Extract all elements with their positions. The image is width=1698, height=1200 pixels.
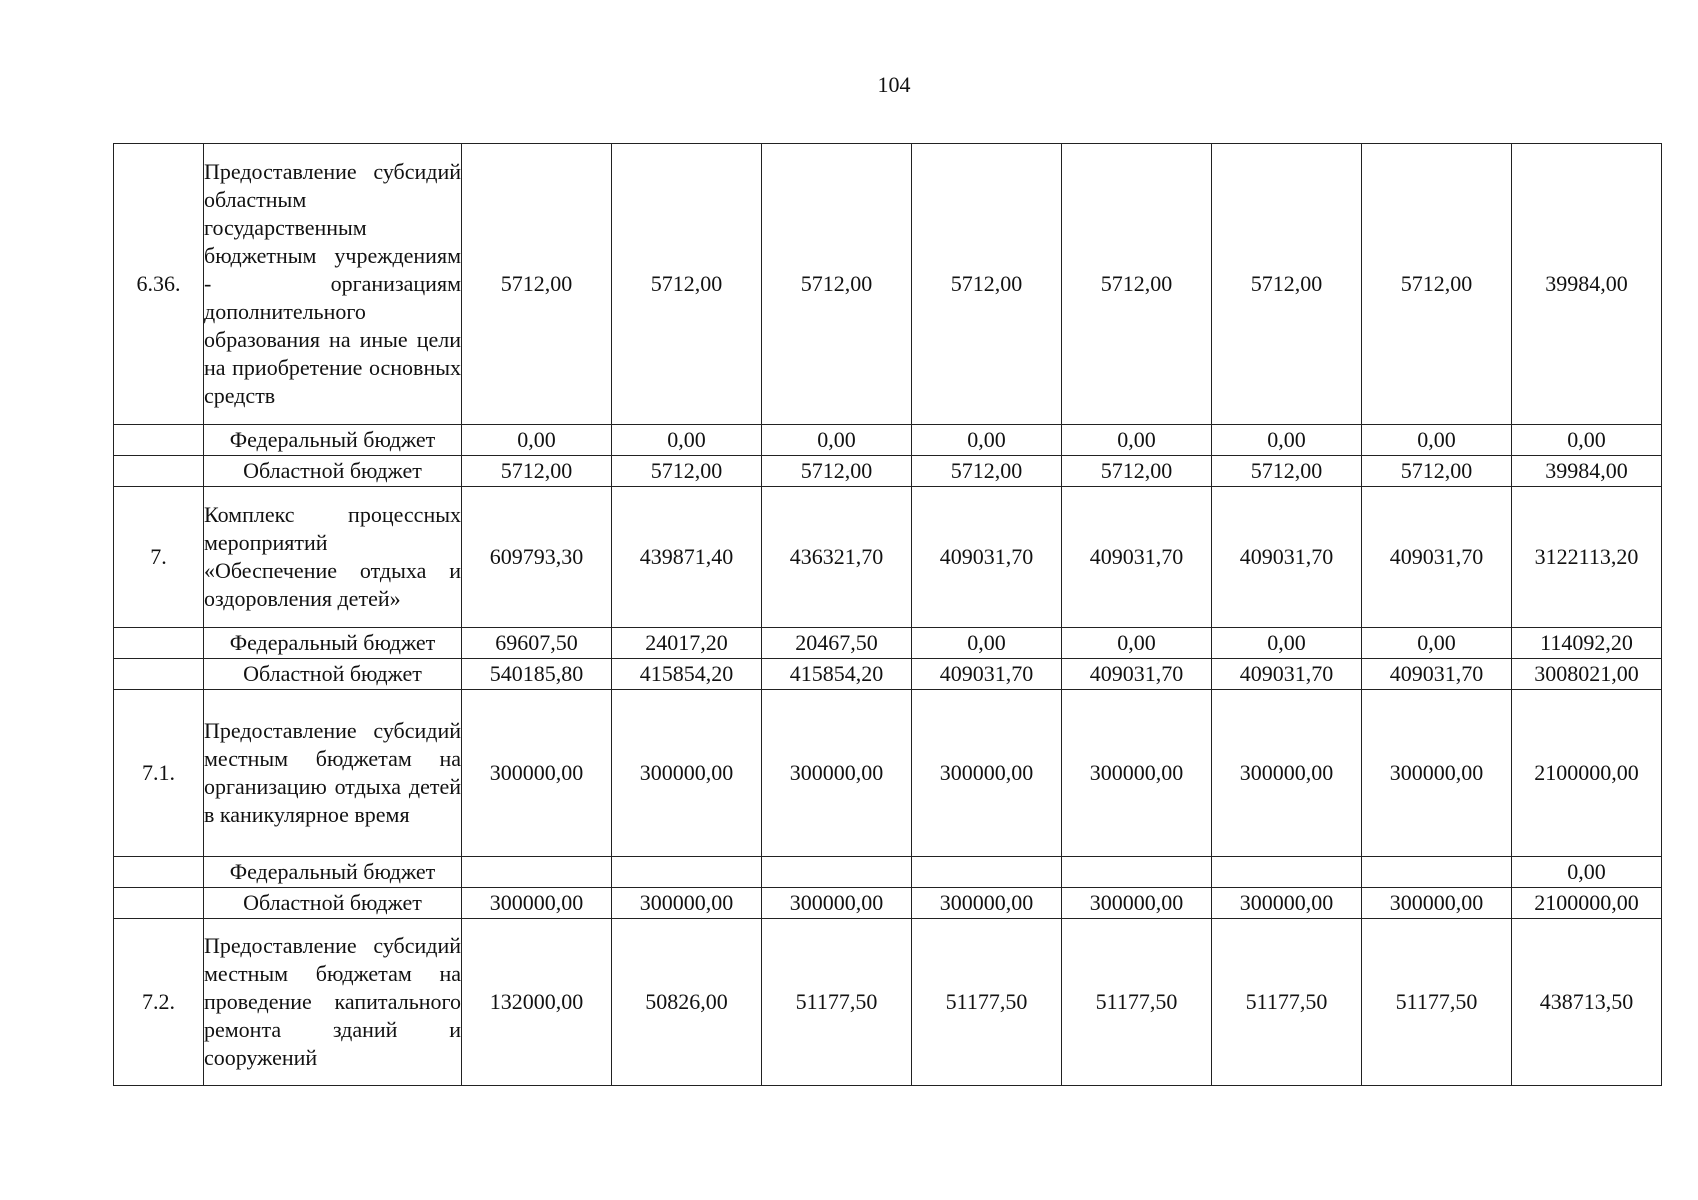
value-cell: 415854,20 xyxy=(762,659,912,690)
value-cell: 300000,00 xyxy=(1212,690,1362,857)
value-cell: 5712,00 xyxy=(1062,456,1212,487)
value-cell xyxy=(1212,857,1362,888)
value-cell: 300000,00 xyxy=(612,888,762,919)
table-row-7-1 xyxy=(114,690,1662,857)
table-row-federal xyxy=(114,425,1662,456)
row-name: Федеральный бюджет xyxy=(204,857,462,888)
row-name: Предоставление субсидий местным бюджетам на проведение капитального ремонта зданий и сооружений xyxy=(204,919,462,1086)
value-cell: 0,00 xyxy=(1362,425,1512,456)
total-cell: 438713,50 xyxy=(1512,919,1662,1086)
value-cell: 300000,00 xyxy=(1062,690,1212,857)
value-cell: 300000,00 xyxy=(912,690,1062,857)
row-number xyxy=(114,857,204,888)
table-row-7 xyxy=(114,487,1662,628)
value-cell: 409031,70 xyxy=(1212,659,1362,690)
value-cell: 415854,20 xyxy=(612,659,762,690)
total-cell: 3008021,00 xyxy=(1512,659,1662,690)
row-number xyxy=(114,888,204,919)
total-cell: 3122113,20 xyxy=(1512,487,1662,628)
value-cell: 5712,00 xyxy=(1362,144,1512,425)
total-cell: 114092,20 xyxy=(1512,628,1662,659)
value-cell: 540185,80 xyxy=(462,659,612,690)
row-name: Федеральный бюджет xyxy=(204,425,462,456)
value-cell: 409031,70 xyxy=(1062,659,1212,690)
value-cell: 5712,00 xyxy=(1362,456,1512,487)
row-name: Областной бюджет xyxy=(204,659,462,690)
table-row-6-36 xyxy=(114,144,1662,425)
value-cell: 409031,70 xyxy=(1362,659,1512,690)
value-cell: 51177,50 xyxy=(912,919,1062,1086)
value-cell: 409031,70 xyxy=(1062,487,1212,628)
total-cell: 0,00 xyxy=(1512,425,1662,456)
value-cell: 20467,50 xyxy=(762,628,912,659)
value-cell: 300000,00 xyxy=(912,888,1062,919)
value-cell: 5712,00 xyxy=(762,456,912,487)
budget-table xyxy=(113,143,1662,1086)
table-row-regional xyxy=(114,659,1662,690)
value-cell: 5712,00 xyxy=(1212,144,1362,425)
row-number: 6.36. xyxy=(114,144,204,425)
row-name: Областной бюджет xyxy=(204,456,462,487)
value-cell: 0,00 xyxy=(1212,425,1362,456)
total-cell: 39984,00 xyxy=(1512,144,1662,425)
row-name: Областной бюджет xyxy=(204,888,462,919)
value-cell: 24017,20 xyxy=(612,628,762,659)
row-name: Комплекс процессных мероприятий «Обеспечение отдыха и оздоровления детей» xyxy=(204,487,462,628)
table-row-regional xyxy=(114,888,1662,919)
value-cell: 0,00 xyxy=(1062,425,1212,456)
value-cell: 609793,30 xyxy=(462,487,612,628)
value-cell: 300000,00 xyxy=(1212,888,1362,919)
value-cell: 300000,00 xyxy=(762,690,912,857)
row-number xyxy=(114,659,204,690)
value-cell xyxy=(762,857,912,888)
value-cell: 300000,00 xyxy=(462,888,612,919)
value-cell: 132000,00 xyxy=(462,919,612,1086)
row-name: Федеральный бюджет xyxy=(204,628,462,659)
value-cell: 0,00 xyxy=(462,425,612,456)
value-cell: 5712,00 xyxy=(912,456,1062,487)
total-cell: 2100000,00 xyxy=(1512,690,1662,857)
value-cell: 0,00 xyxy=(612,425,762,456)
value-cell: 300000,00 xyxy=(762,888,912,919)
value-cell: 300000,00 xyxy=(612,690,762,857)
value-cell xyxy=(1362,857,1512,888)
value-cell: 5712,00 xyxy=(1212,456,1362,487)
row-number xyxy=(114,456,204,487)
value-cell: 0,00 xyxy=(912,425,1062,456)
row-name: Предоставление субсидий местным бюджетам на организацию отдыха детей в каникулярное время xyxy=(204,690,462,857)
value-cell: 0,00 xyxy=(762,425,912,456)
value-cell: 0,00 xyxy=(1212,628,1362,659)
page-number: 104 xyxy=(877,72,911,97)
value-cell: 300000,00 xyxy=(462,690,612,857)
table-row-federal xyxy=(114,857,1662,888)
value-cell: 69607,50 xyxy=(462,628,612,659)
value-cell: 409031,70 xyxy=(1362,487,1512,628)
value-cell: 300000,00 xyxy=(1062,888,1212,919)
value-cell: 51177,50 xyxy=(1062,919,1212,1086)
value-cell: 5712,00 xyxy=(462,144,612,425)
value-cell xyxy=(462,857,612,888)
value-cell: 0,00 xyxy=(1062,628,1212,659)
value-cell: 50826,00 xyxy=(612,919,762,1086)
value-cell: 0,00 xyxy=(912,628,1062,659)
value-cell: 5712,00 xyxy=(612,456,762,487)
value-cell: 51177,50 xyxy=(762,919,912,1086)
table-row-7-2 xyxy=(114,919,1662,1086)
value-cell: 409031,70 xyxy=(1212,487,1362,628)
value-cell: 300000,00 xyxy=(1362,888,1512,919)
total-cell: 39984,00 xyxy=(1512,456,1662,487)
value-cell: 5712,00 xyxy=(1062,144,1212,425)
row-number: 7.1. xyxy=(114,690,204,857)
value-cell: 409031,70 xyxy=(912,659,1062,690)
value-cell: 5712,00 xyxy=(912,144,1062,425)
value-cell: 5712,00 xyxy=(612,144,762,425)
value-cell: 436321,70 xyxy=(762,487,912,628)
value-cell: 51177,50 xyxy=(1212,919,1362,1086)
value-cell xyxy=(612,857,762,888)
value-cell: 300000,00 xyxy=(1362,690,1512,857)
row-number: 7. xyxy=(114,487,204,628)
value-cell: 0,00 xyxy=(1362,628,1512,659)
value-cell: 409031,70 xyxy=(912,487,1062,628)
row-name: Предоставление субсидий областным государственным бюджетным учреждениям - организациям дополнительного образования на иные цели на приобретение основных средств xyxy=(204,144,462,425)
value-cell xyxy=(912,857,1062,888)
total-cell: 0,00 xyxy=(1512,857,1662,888)
table-row-federal xyxy=(114,628,1662,659)
value-cell: 5712,00 xyxy=(462,456,612,487)
row-number xyxy=(114,628,204,659)
value-cell xyxy=(1062,857,1212,888)
row-number: 7.2. xyxy=(114,919,204,1086)
row-number xyxy=(114,425,204,456)
table-row-regional xyxy=(114,456,1662,487)
value-cell: 5712,00 xyxy=(762,144,912,425)
value-cell: 439871,40 xyxy=(612,487,762,628)
total-cell: 2100000,00 xyxy=(1512,888,1662,919)
value-cell: 51177,50 xyxy=(1362,919,1512,1086)
